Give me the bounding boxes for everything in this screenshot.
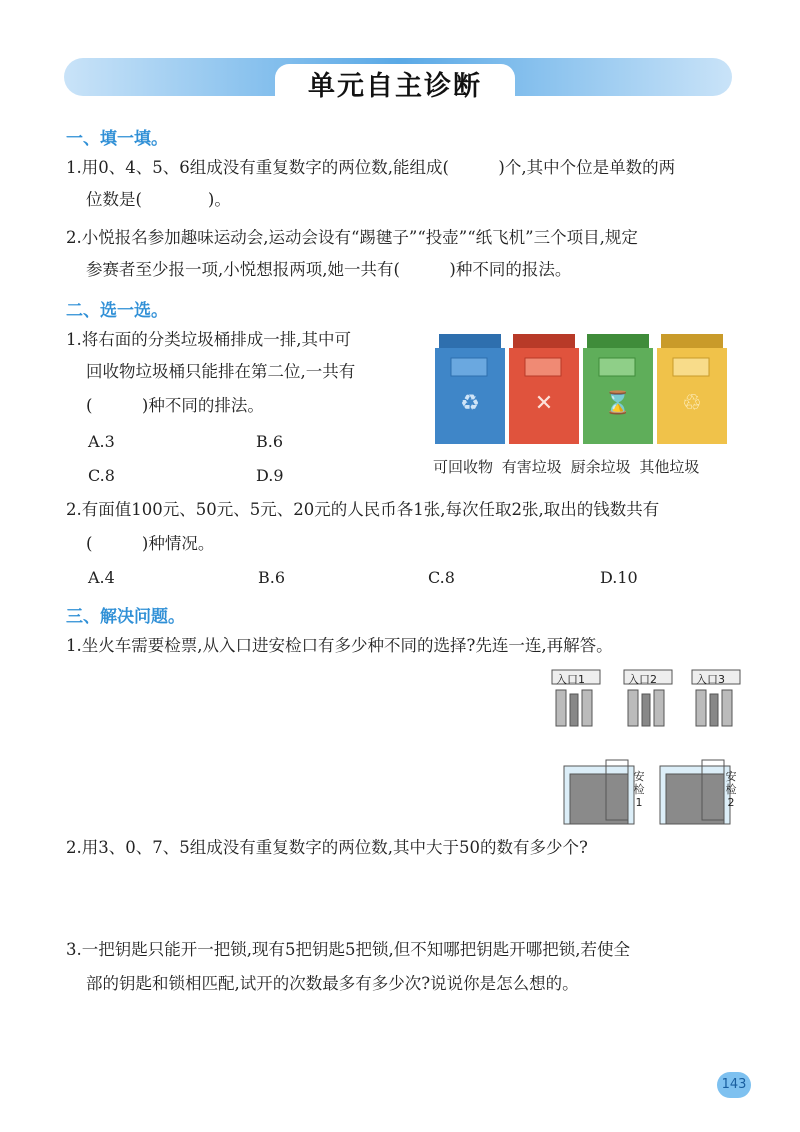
security-check-label-2: 安检2 <box>725 770 737 809</box>
security-check-label-1: 安检1 <box>633 770 645 809</box>
entrance-label-2: 入口2 <box>628 673 657 686</box>
bin-label-recycle: 可回收物 <box>433 458 494 476</box>
choose-q2-line2: ( )种情况。 <box>86 534 215 553</box>
choose-q1-option-b: B.6 <box>256 432 284 451</box>
page-title: 单元自主诊断 <box>308 71 482 102</box>
section-solve-heading: 三、解决问题。 <box>66 607 185 627</box>
entrance-label-3: 入口3 <box>696 673 725 686</box>
page-number: 143 <box>717 1072 751 1098</box>
bin-label-other: 其他垃圾 <box>639 458 700 476</box>
section-fill-heading: 一、填一填。 <box>66 129 168 149</box>
choose-q2-option-a: A.4 <box>88 568 115 587</box>
security-check-illustration <box>560 758 750 828</box>
choose-q2-option-c: C.8 <box>428 568 455 587</box>
kitchen-bin-icon <box>583 334 653 444</box>
choose-q1-option-d: D.9 <box>256 466 284 485</box>
fill-q2-line1: 2.小悦报名参加趣味运动会,运动会设有“踢毽子”“投壶”“纸飞机”三个项目,规定 <box>66 228 638 247</box>
svg-text:✕: ✕ <box>534 391 554 416</box>
security-check-1-icon <box>564 760 634 824</box>
recycle-bin-icon <box>435 334 505 444</box>
choose-q1-line1: 1.将右面的分类垃圾桶排成一排,其中可 <box>66 330 351 349</box>
fill-q1-line2: 位数是( )。 <box>86 190 231 209</box>
bin-label-kitchen: 厨余垃圾 <box>570 458 631 476</box>
fill-q2-line2: 参赛者至少报一项,小悦想报两项,她一共有( )种不同的报法。 <box>86 260 572 279</box>
solve-q1: 1.坐火车需要检票,从入口进安检口有多少种不同的选择?先连一连,再解答。 <box>66 636 613 655</box>
choose-q2-option-b: B.6 <box>258 568 286 587</box>
title-box <box>275 64 515 110</box>
security-check-2-icon <box>660 760 730 824</box>
fill-q1-line1: 1.用0、4、5、6组成没有重复数字的两位数,能组成( )个,其中个位是单数的两 <box>66 158 676 177</box>
other-bin-icon <box>657 334 727 444</box>
garbage-bins-illustration <box>433 328 733 446</box>
svg-text:♻: ♻ <box>460 391 480 416</box>
choose-q1-line2: 回收物垃圾桶只能排在第二位,一共有 <box>86 362 356 381</box>
solve-q2: 2.用3、0、7、5组成没有重复数字的两位数,其中大于50的数有多少个? <box>66 838 588 857</box>
hazard-bin-icon <box>509 334 579 444</box>
svg-text:⌛: ⌛ <box>604 391 632 416</box>
svg-text:♲: ♲ <box>682 391 702 416</box>
section-choose-heading: 二、选一选。 <box>66 301 168 321</box>
bin-label-hazard: 有害垃圾 <box>501 458 562 476</box>
solve-q3-line2: 部的钥匙和锁相匹配,试开的次数最多有多少次?说说你是怎么想的。 <box>86 974 579 993</box>
bin-labels <box>433 456 703 477</box>
solve-q3-line1: 3.一把钥匙只能开一把锁,现有5把钥匙5把锁,但不知哪把钥匙开哪把锁,若使全 <box>66 940 630 959</box>
entrance-label-1: 入口1 <box>556 673 585 686</box>
choose-q1-option-c: C.8 <box>88 466 115 485</box>
choose-q2-line1: 2.有面值100元、50元、5元、20元的人民币各1张,每次任取2张,取出的钱数共有 <box>66 500 660 519</box>
choose-q1-line3: ( )种不同的排法。 <box>86 396 264 415</box>
choose-q1-option-a: A.3 <box>88 432 115 451</box>
choose-q2-option-d: D.10 <box>600 568 638 587</box>
